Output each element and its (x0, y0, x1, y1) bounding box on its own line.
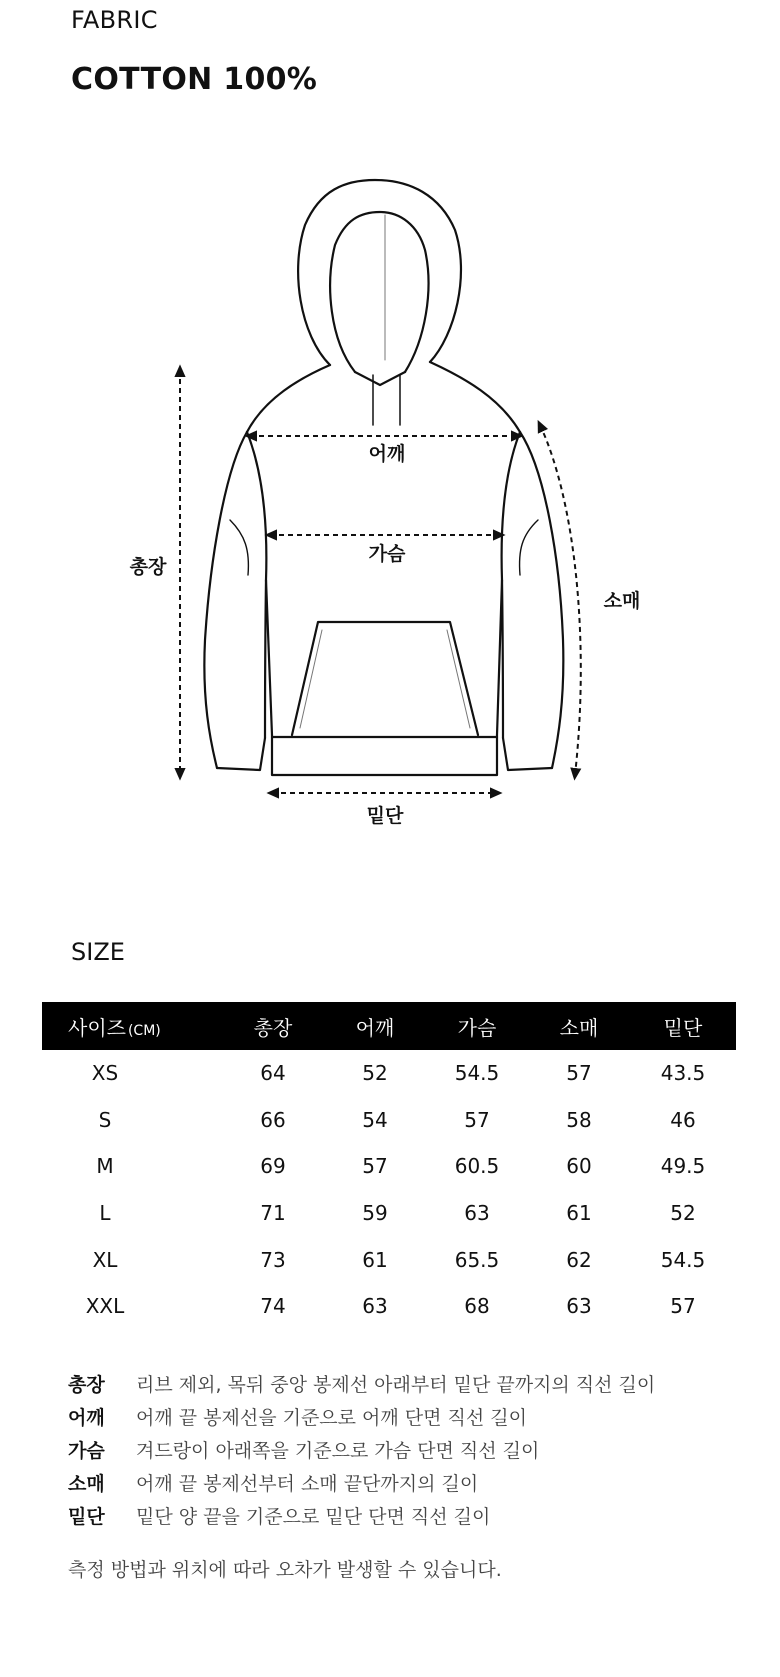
table-row (42, 1097, 736, 1144)
note-item (68, 1466, 655, 1499)
table-cell: 68 (464, 1294, 490, 1319)
table-cell: 57 (362, 1154, 388, 1179)
header-shoulder: 어깨 (324, 1002, 426, 1050)
table-cell: 62 (566, 1247, 592, 1272)
note-term: 밑단 (68, 1506, 105, 1528)
table-cell: 54.5 (660, 1247, 706, 1272)
table-cell: 63 (464, 1201, 490, 1226)
table-row (42, 1050, 736, 1097)
note-item (68, 1433, 655, 1466)
note-desc: 리브 제외, 목뒤 중앙 봉제선 아래부터 밑단 끝까지의 직선 길이 (136, 1374, 656, 1396)
table-cell: 73 (260, 1247, 286, 1272)
header-chest: 가슴 (426, 1002, 528, 1050)
note-term: 총장 (68, 1374, 105, 1396)
size-cell: XS (91, 1061, 119, 1086)
table-cell: 57 (464, 1107, 490, 1132)
note-item (68, 1367, 655, 1400)
table-cell: 63 (362, 1294, 388, 1319)
header-length: 총장 (222, 1002, 324, 1050)
note-desc: 어깨 끝 봉제선을 기준으로 어깨 단면 직선 길이 (136, 1407, 528, 1429)
table-cell: 65.5 (454, 1247, 500, 1272)
note-term: 소매 (68, 1473, 105, 1495)
size-cell: S (98, 1107, 112, 1132)
table-cell: 54.5 (454, 1061, 500, 1086)
table-cell: 49.5 (660, 1154, 706, 1179)
note-desc: 겨드랑이 아래쪽을 기준으로 가슴 단면 직선 길이 (136, 1440, 540, 1462)
disclaimer-text: 측정 방법과 위치에 따라 오차가 발생할 수 있습니다. (68, 1559, 502, 1581)
size-cell: XL (92, 1247, 118, 1272)
table-row (42, 1236, 736, 1283)
table-cell: 71 (260, 1201, 286, 1226)
table-cell: 43.5 (660, 1061, 706, 1086)
fabric-value: COTTON 100% (71, 62, 318, 97)
table-cell: 54 (362, 1107, 388, 1132)
note-term: 어깨 (68, 1407, 105, 1429)
note-item (68, 1400, 655, 1433)
table-cell: 63 (566, 1294, 592, 1319)
sleeve-label: 소매 (603, 590, 641, 612)
table-cell: 66 (260, 1107, 286, 1132)
size-cell: L (99, 1201, 111, 1226)
size-cell: XXL (85, 1294, 125, 1319)
table-cell: 52 (362, 1061, 388, 1086)
table-cell: 58 (566, 1107, 592, 1132)
table-cell: 61 (566, 1201, 592, 1226)
header-sleeve: 소매 (528, 1002, 630, 1050)
table-row (42, 1143, 736, 1190)
table-cell: 74 (260, 1294, 286, 1319)
table-row (42, 1283, 736, 1330)
table-cell: 57 (566, 1061, 592, 1086)
hem-label: 밑단 (366, 805, 404, 827)
length-label: 총장 (129, 556, 167, 578)
header-hem: 밑단 (630, 1002, 736, 1050)
fabric-label: FABRIC (71, 6, 158, 34)
note-item (68, 1499, 655, 1532)
measurement-notes (68, 1367, 655, 1532)
table-cell: 69 (260, 1154, 286, 1179)
table-row (42, 1190, 736, 1237)
header-size: 사이즈 (CM) (42, 1002, 222, 1050)
table-cell: 64 (260, 1061, 286, 1086)
table-cell: 59 (362, 1201, 388, 1226)
size-table-header (42, 1002, 736, 1050)
note-desc: 밑단 양 끝을 기준으로 밑단 단면 직선 길이 (136, 1506, 491, 1528)
table-cell: 60.5 (454, 1154, 500, 1179)
size-cell: M (96, 1154, 114, 1179)
chest-label: 가슴 (368, 543, 406, 565)
table-cell: 61 (362, 1247, 388, 1272)
table-cell: 57 (670, 1294, 696, 1319)
note-desc: 어깨 끝 봉제선부터 소매 끝단까지의 길이 (136, 1473, 479, 1495)
note-term: 가슴 (68, 1440, 105, 1462)
table-cell: 52 (670, 1201, 696, 1226)
shoulder-label: 어깨 (368, 443, 406, 465)
table-cell: 60 (566, 1154, 592, 1179)
hoodie-measurement-diagram (0, 160, 780, 860)
table-cell: 46 (670, 1107, 696, 1132)
size-section-label: SIZE (71, 938, 125, 966)
size-table (42, 1002, 736, 1330)
hoodie-outline (204, 180, 563, 775)
